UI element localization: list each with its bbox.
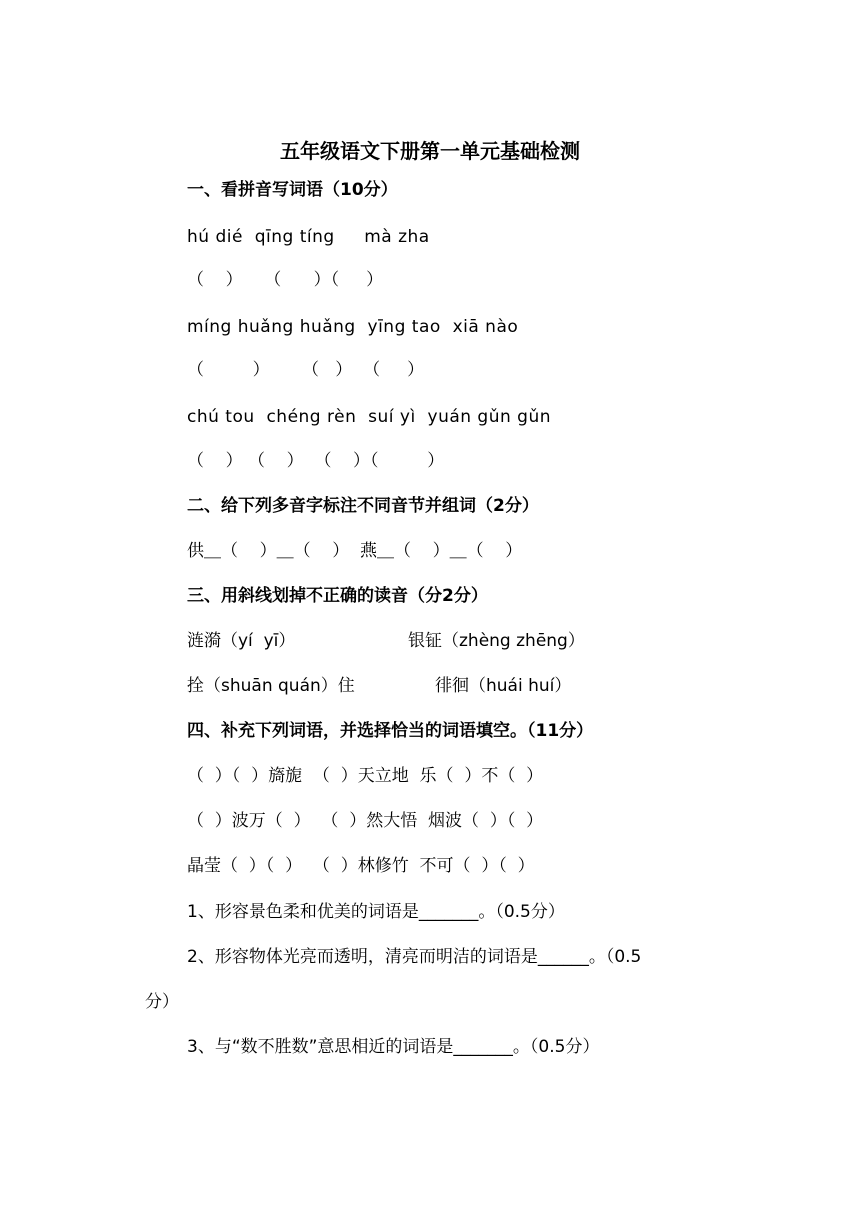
reading-item-1: 涟漪（yí yī）: [187, 631, 296, 651]
question-3: 3、与“数不胜数”意思相近的词语是_______。（0.5分）: [187, 1037, 600, 1057]
blank-row-2: （ ） （ ） （ ）: [187, 360, 425, 380]
section-4-heading: 四、补充下列词语，并选择恰当的词语填空。（11分）: [187, 721, 594, 741]
section-3-heading: 三、用斜线划掉不正确的读音（分2分）: [187, 586, 488, 606]
page-title: 五年级语文下册第一单元基础检测: [280, 139, 580, 163]
idiom-row-2: （ ）波万（ ） （ ）然大悟 烟波（ ）（ ）: [187, 811, 544, 831]
idiom-row-3: 晶莹（ ）（ ） （ ）林修竹 不可（ ）（ ）: [187, 856, 535, 876]
pinyin-row-3: chú tou chéng rèn suí yì yuán gǔn gǔn: [187, 407, 552, 427]
question-2: 2、形容物体光亮而透明，清亮而明洁的词语是______。（0.5: [187, 947, 642, 967]
question-2-continued: 分）: [145, 992, 179, 1012]
idiom-row-1: （ ）（ ）旖旎 （ ）天立地 乐（ ）不（ ）: [187, 766, 544, 786]
section-1-heading: 一、看拼音写词语（10分）: [187, 180, 398, 200]
reading-item-2: 银钲（zhèng zhēng）: [408, 631, 585, 651]
pinyin-row-2: míng huǎng huǎng yīng tao xiā nào: [187, 317, 519, 337]
pinyin-row-1: hú dié qīng tíng mà zha: [187, 227, 430, 247]
reading-item-3: 拴（shuān quán）住: [187, 676, 355, 696]
section-2-heading: 二、给下列多音字标注不同音节并组词（2分）: [187, 496, 539, 516]
question-1: 1、形容景色柔和优美的词语是_______。（0.5分）: [187, 902, 565, 922]
blank-row-1: （ ） （ ）（ ）: [187, 270, 384, 290]
blank-row-3: （ ） （ ） （ ）（ ）: [187, 451, 445, 471]
reading-item-4: 徘徊（huái huí）: [435, 676, 572, 696]
polyphone-line: 供＿（ ）＿（ ） 燕＿（ ）＿（ ）: [187, 541, 523, 561]
